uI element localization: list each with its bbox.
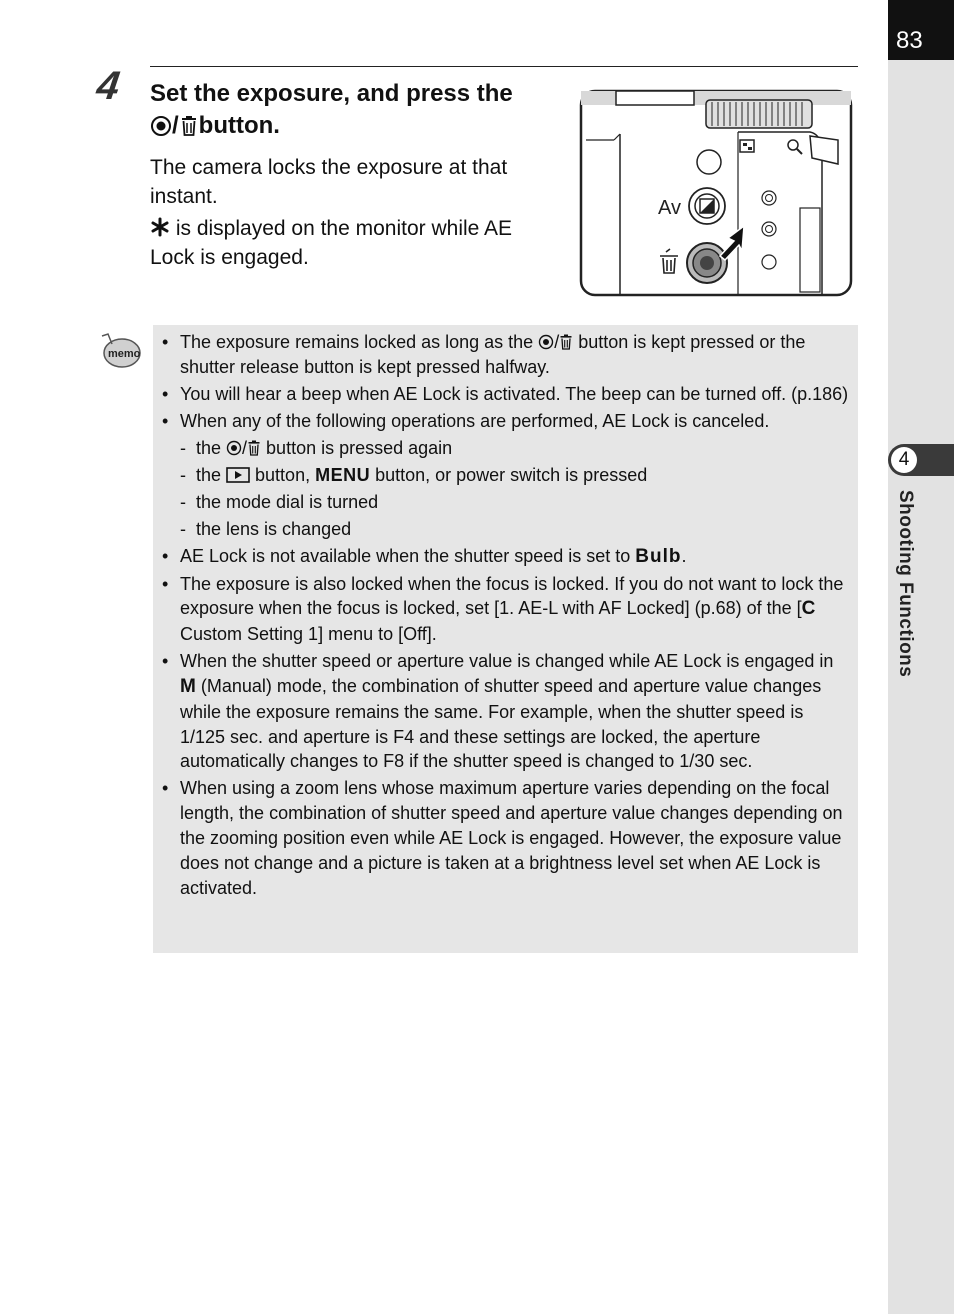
memo-item: • AE Lock is not available when the shutter speed is set to Bulb. (162, 545, 687, 567)
memo-item: • The exposure remains locked as long as the / button is kept pressed or the shutter release button is kept pressed halfway. (162, 332, 806, 377)
trash-icon (559, 334, 573, 350)
memo-item-text: You will hear a beep when AE Lock is activated. The beep can be turned off. (p.186) (180, 383, 849, 404)
memo-item: • When any of the following operations are performed, AE Lock is canceled. (162, 409, 852, 434)
memo-item-text: When using a zoom lens whose maximum aperture varies depending on the focal length, the combination of shutter speed and aperture value changes depending on the zooming position even while AE Lock is engaged. However, the exposure value does not change and a picture is taken at a brightness level set when AE Lock is activated. (180, 778, 843, 898)
step-para2 (150, 214, 550, 272)
top-rule (150, 66, 858, 67)
ae-lock-icon (538, 334, 554, 350)
memo-item-text: When any of the following operations are performed, AE Lock is canceled. (180, 410, 770, 431)
memo-sub-item: - the / button is pressed again (180, 437, 453, 458)
step-title (150, 78, 560, 142)
memo-sub-text: the (196, 464, 227, 485)
ae-lock-icon (226, 440, 242, 456)
memo-item: • When using a zoom lens whose maximum aperture varies depending on the focal length, the combination of shutter speed and aperture value changes depending on the zooming position even while AE Lock is engaged. However, the exposure value does not change and a picture is taken at a brightness level set when AE Lock is activated. (162, 776, 852, 900)
step-number: 4 (93, 64, 123, 108)
menu-label: MENU (315, 464, 371, 485)
memo-item: • When the shutter speed or aperture value is changed while AE Lock is engaged in M (Manual) mode, the combination of shutter speed and aperture value changes while the exposure remains the same. For example, when the shutter speed is 1/125 sec. and aperture is F4 and these settings are locked, the aperture automatically changes to F8 if the shutter speed is changed to 1/30 sec. (162, 651, 834, 772)
custom-setting-icon: C (801, 598, 816, 620)
trash-icon (179, 115, 199, 137)
step-para2-text: is displayed on the monitor while AE Lock is engaged. (150, 217, 513, 269)
playback-icon (226, 467, 250, 483)
camera-back-illustration (578, 88, 854, 298)
trash-icon (247, 440, 261, 456)
memo-item-text: (Manual) mode, the combination of shutter speed and aperture value changes while the exposure remains the same. For example, when the shutter speed is 1/125 sec. and aperture is F4 and these settings are locked, the aperture automatically changes to F8 if the shutter speed is changed to 1/30 sec. (180, 676, 822, 772)
icon-separator: / (242, 437, 248, 458)
memo-item-text: AE Lock is not available when the shutter speed is set to (180, 545, 636, 566)
memo-list (162, 330, 852, 903)
memo-sub-text: button, or power switch is pressed (370, 464, 648, 485)
step-title-sep: / (172, 112, 179, 139)
av-label: Av (658, 197, 681, 219)
memo-icon (98, 330, 142, 370)
memo-sub-text: the (196, 437, 227, 458)
memo-sub-text: button is pressed again (261, 437, 453, 458)
memo-sub-text: button, (250, 464, 316, 485)
step-title-suffix: button. (198, 112, 280, 139)
memo-label: memo (108, 348, 141, 360)
memo-item-text: The exposure is also locked when the focus is locked. If you do not want to lock the exposure when the focus is locked, set [1. AE-L with AF Locked] (p.68) of the [ (180, 573, 844, 619)
memo-sub-text: the mode dial is turned (196, 491, 379, 512)
step-para1: The camera locks the exposure at that instant. (150, 156, 508, 208)
memo-item-text: button is kept pressed or the shutter release button is kept pressed halfway. (180, 332, 806, 377)
page-number: 83 (896, 27, 923, 54)
memo-item: • You will hear a beep when AE Lock is activated. The beep can be turned off. (p.186) (162, 382, 852, 407)
manual-mode-icon: M (180, 676, 196, 698)
memo-item-text: The exposure remains locked as long as the (180, 332, 539, 352)
memo-item: • The exposure is also locked when the focus is locked. If you do not want to lock the exposure when the focus is locked, set [1. AE-L with AF Locked] (p.68) of the [C Custom Setting 1] menu to [Off]. (162, 573, 844, 645)
memo-item-text: . (681, 545, 687, 566)
memo-sub-text: the lens is changed (196, 518, 352, 539)
memo-item-text: Custom Setting 1] menu to [Off]. (180, 624, 437, 645)
memo-sub-item: - the mode dial is turned (162, 490, 852, 515)
memo-sub-item: - the button, MENU button, or power switch is pressed (180, 464, 648, 485)
bulb-label: Bulb (635, 545, 682, 567)
icon-separator: / (554, 332, 560, 352)
ae-lock-icon (150, 115, 172, 137)
chapter-title: Shooting Functions (895, 490, 916, 678)
chapter-number: 4 (898, 449, 910, 470)
step-title-line1: Set the exposure, and press the (150, 80, 513, 107)
memo-item-text: When the shutter speed or aperture value is changed while AE Lock is engaged in (180, 651, 834, 672)
asterisk-icon (150, 217, 170, 237)
memo-sub-item: - the lens is changed (162, 517, 852, 542)
